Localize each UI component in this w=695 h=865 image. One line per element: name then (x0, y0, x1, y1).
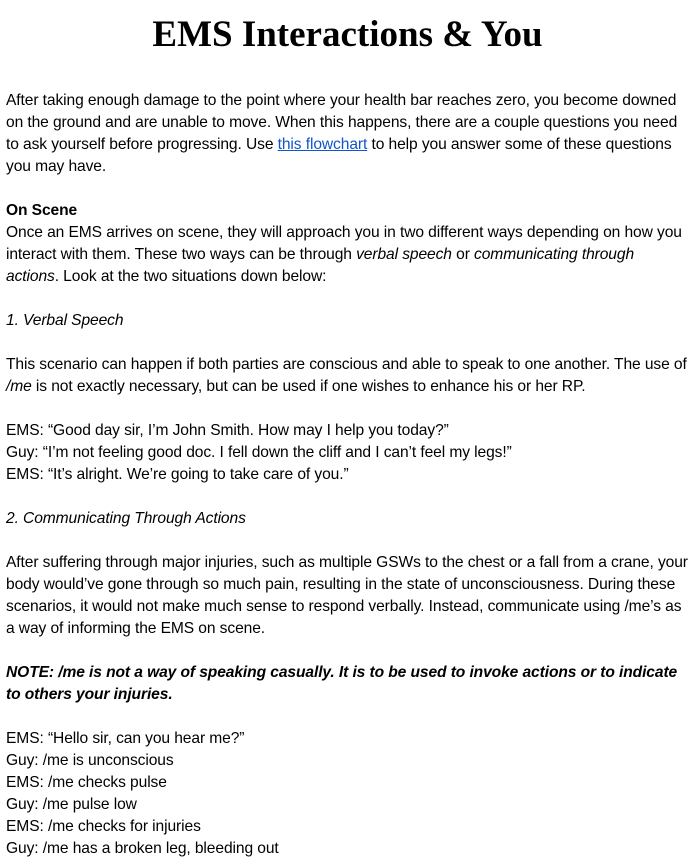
on-scene-text-3: . Look at the two situations down below: (54, 268, 327, 285)
spacer (6, 288, 690, 310)
spacer (6, 706, 690, 728)
spacer (6, 640, 690, 662)
spacer (6, 398, 690, 420)
dialogue-line: EMS: “Hello sir, can you hear me?” (6, 730, 245, 747)
dialogue-line: Guy: /me has a broken leg, bleeding out (6, 840, 279, 857)
verbal-speech-heading: 1. Verbal Speech (6, 312, 124, 329)
on-scene-text-2: or (451, 246, 475, 263)
intro-text-after-link: to help you answer some of these questions you may have. (6, 136, 672, 175)
spacer (6, 486, 690, 508)
dialogue-line: EMS: /me checks for injuries (6, 818, 201, 835)
verbal-italic-me: /me (6, 378, 32, 395)
dialogue-line: Guy: “I’m not feeling good doc. I fell down the cliff and I can’t feel my legs!” (6, 444, 512, 461)
document-body (6, 90, 690, 860)
communicating-actions-heading: 2. Communicating Through Actions (6, 510, 246, 527)
verbal-text-1: This scenario can happen if both parties are conscious and able to speak to one another. The use of (6, 356, 687, 373)
actions-paragraph: After suffering through major injuries, such as multiple GSWs to the chest or a fall from a crane, your body would’ve gone through so much pain, resulting in the state of unconsciousness. During these scenarios, it would not make much sense to respond verbally. Instead, communicate using /me’s as a way of informing the EMS on scene. (6, 554, 688, 637)
verbal-text-2: is not exactly necessary, but can be used if one wishes to enhance his or her RP. (31, 378, 586, 395)
intro-paragraph (6, 90, 690, 178)
on-scene-italic-verbal-speech: verbal speech (356, 246, 452, 263)
spacer (6, 178, 690, 200)
dialogue-line: Guy: /me is unconscious (6, 752, 174, 769)
on-scene-text-1: Once an EMS arrives on scene, they will approach you in two different ways depending on how you interact with them. These two ways can be through (6, 224, 682, 263)
note-paragraph: NOTE: /me is not a way of speaking casually. It is to be used to invoke actions or to indicate to others your injuries. (6, 664, 678, 703)
dialogue-line: EMS: “It’s alright. We’re going to take care of you.” (6, 466, 349, 483)
page-title: EMS Interactions & You (152, 14, 543, 55)
on-scene-heading: On Scene (6, 202, 78, 219)
spacer (6, 332, 690, 354)
verbal-speech-paragraph (6, 354, 690, 398)
flowchart-link[interactable]: this flowchart (277, 136, 368, 153)
dialogue-line: Guy: /me pulse low (6, 796, 137, 813)
intro-text-before-link: After taking enough damage to the point where your health bar reaches zero, you become downed on the ground and are unable to move. When this happens, there are a couple questions you need to ask yourself before progressing. Use (6, 92, 678, 153)
dialogue-line: EMS: “Good day sir, I’m John Smith. How may I help you today?” (6, 422, 449, 439)
on-scene-paragraph (6, 222, 690, 288)
spacer (6, 530, 690, 552)
on-scene-italic-communicating: communicating through actions (6, 246, 635, 285)
dialogue-line: EMS: /me checks pulse (6, 774, 167, 791)
